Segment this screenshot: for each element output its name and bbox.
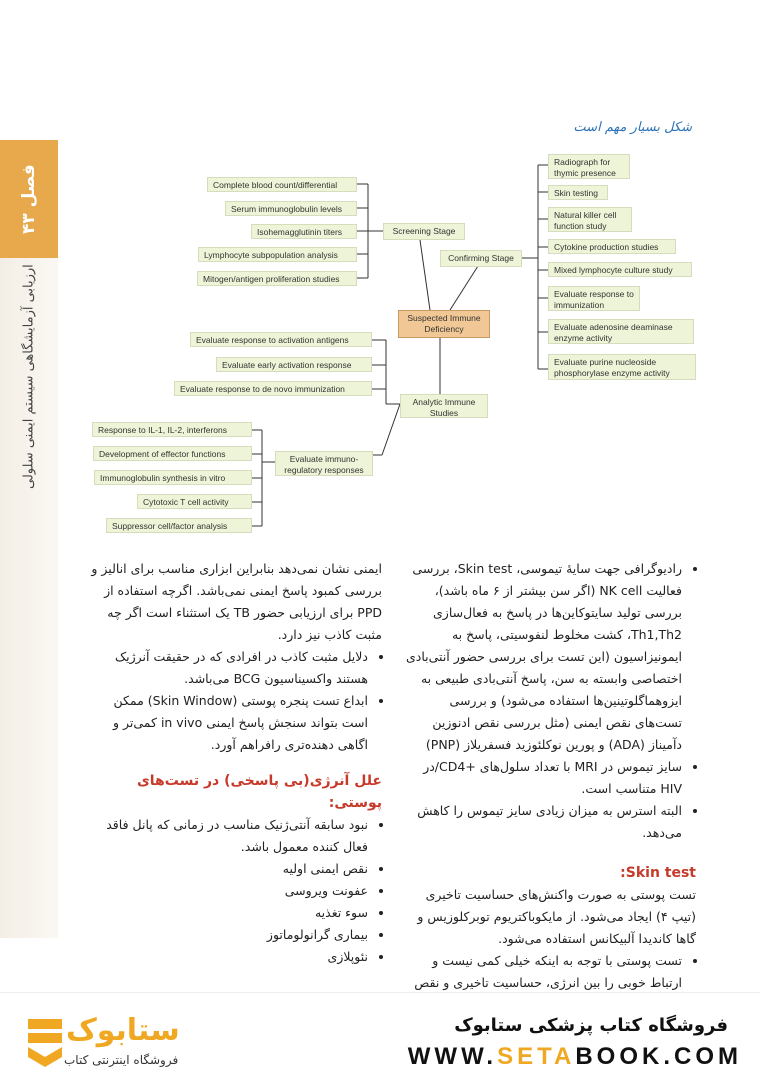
regulatory-item: Suppressor cell/factor analysis: [106, 518, 252, 533]
confirming-item: Evaluate response to immunization: [548, 286, 640, 311]
logo-name: ستابوک: [66, 1013, 180, 1048]
left-column: [84, 558, 382, 968]
list-item: • رادیوگرافی جهت سایهٔ تیموسی، Skin test، بررسی فعالیت NK cell (اگر سن بیشتر از ۶ ماه باشد)، بررسی تولید سایتوکاین‌ها در پاسخ به فعال‌سازی Th1,Th2، کشت مخلوط لنفوسیتی، پاسخ به ایمونیزاسیون (این تست برای بررسی حضور آنتی‌بادی اختصاصی وابسته به سن، پاسخ آنتی‌بادی طبیعی به ایزوهماگلوتینین‌ها استفاده می‌شود) و بررسی تست‌های نقص ایمنی (مثل بررسی نقص ادنوزین دآمیناز (ADA) و پورین نوکلئوزید فسفریلاز (PNP): [400, 558, 682, 756]
screening-item: Complete blood count/differential: [207, 177, 357, 192]
regulatory-item: Development of effector functions: [93, 446, 252, 461]
analytic-item: Evaluate early activation response: [216, 357, 372, 372]
chapter-title: ارزیابی آزمایشگاهی سیستم ایمنی سلولی: [21, 264, 37, 490]
screening-item: Serum immunoglobulin levels: [225, 201, 357, 216]
footer-banner: [0, 992, 760, 1081]
confirming-item: Skin testing: [548, 185, 608, 200]
list-item: • نبود سابقه آنتی‌ژنیک مناسب در زمانی که پانل فاقد فعال کننده معمول باشد.: [84, 814, 368, 858]
screening-item: Lymphocyte subpopulation analysis: [198, 247, 357, 262]
logo-chevron-icon: [28, 1011, 62, 1067]
node-analytic-immune-studies: Analytic Immune Studies: [400, 394, 488, 418]
analytic-item: Evaluate response to activation antigens: [190, 332, 372, 347]
section-heading-skin-test: Skin test:: [620, 865, 696, 881]
list-item: • نقص ایمنی اولیه: [84, 858, 368, 880]
list-item: • سوء تغذیه: [84, 902, 368, 924]
list-item: • عفونت ویروسی: [84, 880, 368, 902]
list-item: • ابداع تست پنجره پوستی (Skin Window) ممکن است بتواند سنجش پاسخ ایمنی in vivo کمی‌تر و اگاهی دهنده‌تری رافراهم آورد.: [84, 690, 368, 756]
figure-caption: شکل بسیار مهم است: [573, 120, 692, 135]
confirming-item: Cytokine production studies: [548, 239, 676, 254]
confirming-item: Natural killer cell function study: [548, 207, 632, 232]
setabook-logo[interactable]: [28, 1005, 298, 1071]
confirming-item: Evaluate adenosine deaminase enzyme activity: [548, 319, 694, 344]
regulatory-item: Cytotoxic T cell activity: [137, 494, 252, 509]
analytic-item: Evaluate response to de novo immunization: [174, 381, 372, 396]
right-column: [400, 558, 696, 994]
screening-item: Mitogen/antigen proliferation studies: [197, 271, 357, 286]
list-item: • سایز تیموس در MRI با تعداد سلول‌های +CD4/در HIV متناسب است.: [400, 756, 682, 800]
confirming-item: Mixed lymphocyte culture study: [548, 262, 692, 277]
url-suffix: BOOK.COM: [575, 1043, 742, 1070]
store-name: فروشگاه کتاب پزشکی ستابوک: [454, 1015, 728, 1036]
chapter-label: فصل ۴۳: [19, 164, 39, 234]
confirming-item: Radiograph for thymic presence: [548, 154, 630, 179]
screening-item: Isohemagglutinin titers: [251, 224, 357, 239]
logo-subtitle: فروشگاه اینترنتی کتاب: [64, 1053, 179, 1067]
list-item: • تست پوستی با توجه به اینکه خیلی کمی نیست و ارتباط خوبی را بین انرژی، حساسیت تاخیری و نقص: [400, 950, 682, 994]
node-suspected-immune-deficiency: Suspected Immune Deficiency: [398, 310, 490, 338]
list-item: • بیماری گرانولوماتوز: [84, 924, 368, 946]
list-item: • دلایل مثبت کاذب در افرادی که در حقیقت آنرژیک هستند واکسیناسیون BCG می‌باشد.: [84, 646, 368, 690]
url-prefix: WWW.: [407, 1043, 498, 1070]
regulatory-item: Response to IL-1, IL-2, interferons: [92, 422, 252, 437]
list-item: • نئوپلازی: [84, 946, 368, 968]
regulatory-item: Immunoglobulin synthesis in vitro: [94, 470, 252, 485]
confirming-item: Evaluate purine nucleoside phosphorylase enzyme activity: [548, 354, 696, 380]
node-confirming-stage: Confirming Stage: [440, 250, 522, 267]
paragraph: ایمنی نشان نمی‌دهد بنابراین ابزاری مناسب برای انالیز و بررسی کمبود پاسخ ایمنی نمی‌باشد. اگرچه استفاده از PPD برای ارزیابی حضور TB یک استثناء است اگر چه مثبت کاذب نیز دارد.: [91, 561, 382, 642]
list-item: • البته استرس به میزان زیادی سایز تیموس را کاهش می‌دهد.: [400, 800, 682, 844]
node-immunoregulatory: Evaluate immuno-regulatory responses: [275, 451, 373, 476]
node-screening-stage: Screening Stage: [383, 223, 465, 240]
section-heading-anergy: علل آنرژی(بی پاسخی) در تست‌های پوستی:: [136, 773, 382, 811]
store-url[interactable]: [408, 1043, 742, 1071]
url-accent: SETA: [497, 1043, 576, 1070]
paragraph: تست پوستی به صورت واکنش‌های حساسیت تاخیری (تیپ ۴) ایجاد می‌شود. از مایکوباکتریوم توبرکلوزیس و گاها کاندیدا آلبیکانس استفاده می‌شود.: [417, 887, 696, 946]
